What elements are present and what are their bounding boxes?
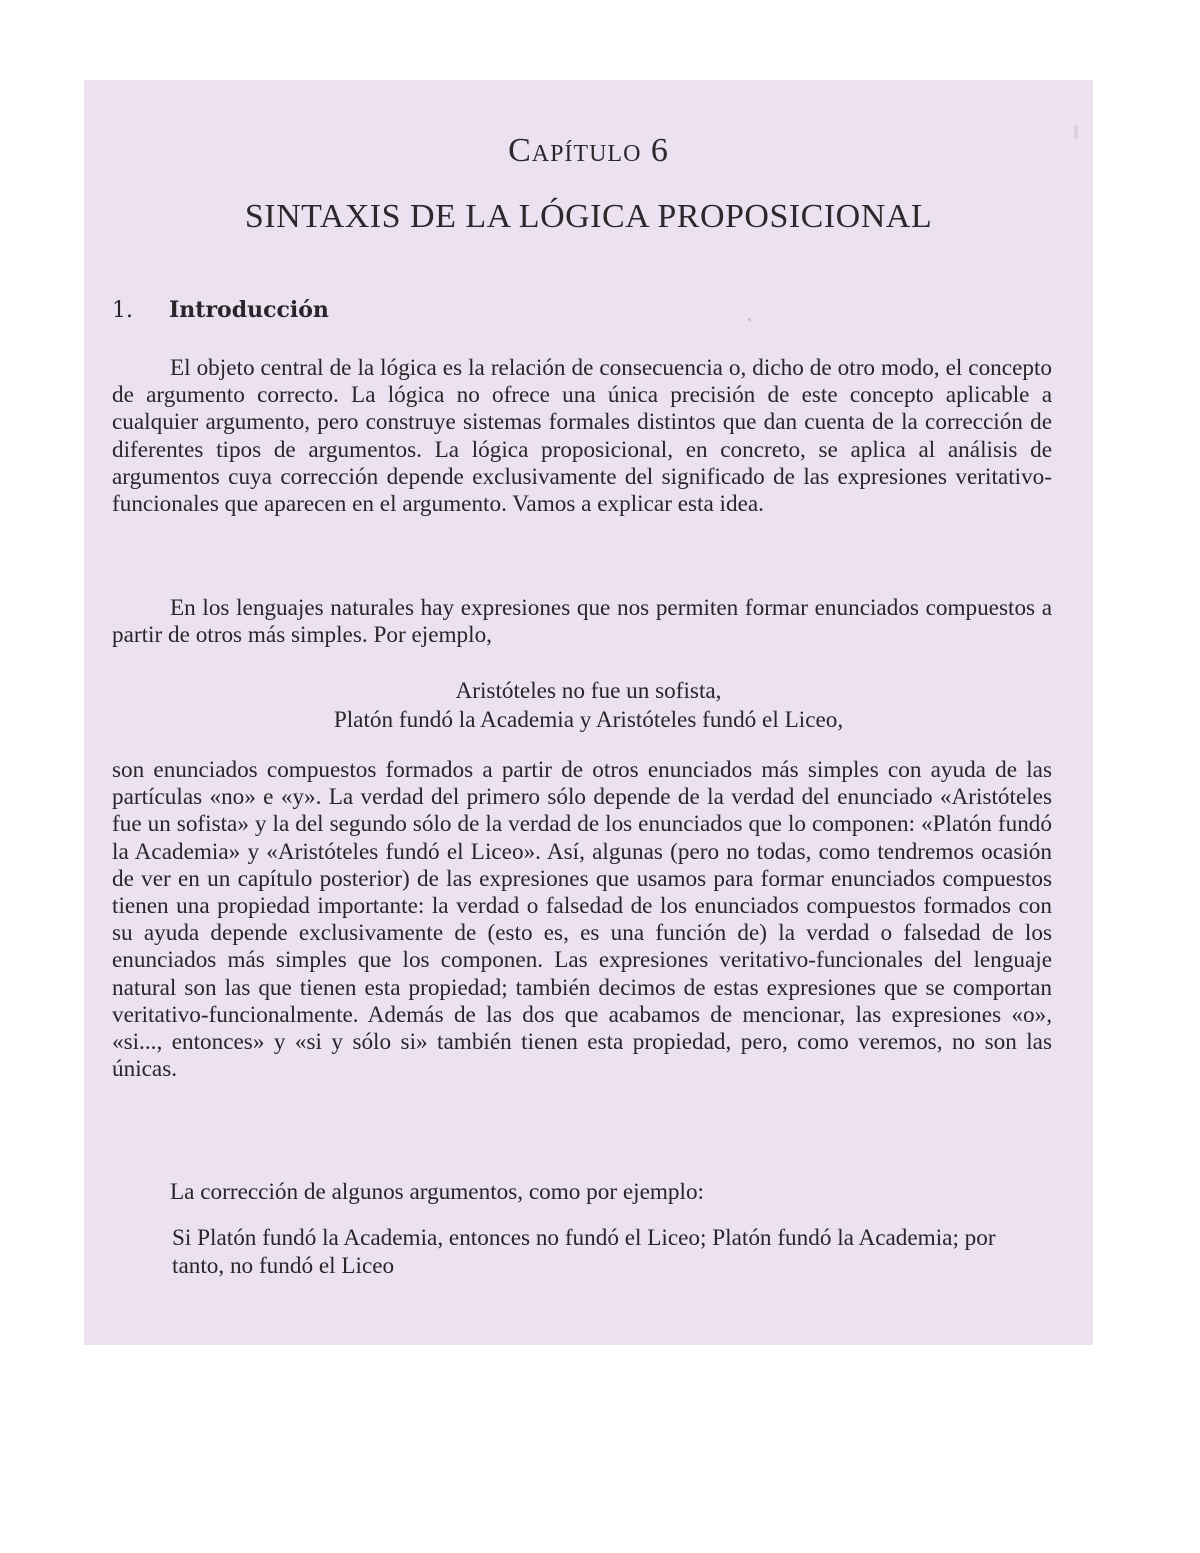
chapter-title: SINTAXIS DE LA LÓGICA PROPOSICIONAL — [244, 198, 933, 235]
paragraph-1-text: El objeto central de la lógica es la relación de consecuencia o, dicho de otro modo, el concepto de argumento correcto. La lógica no ofrece una única precisión de este concepto aplicable a cualquier argumento, pero construye sistemas formales distintos que dan cuenta de la corrección de diferentes tipos de argumentos. La lógica proposicional, en concreto, se aplica al análisis de argumentos cuya corrección depende exclusivamente del significado de las expresiones veritativo-funcionales que aparecen en el argumento. Vamos a explicar esta idea. — [112, 355, 1052, 518]
paragraph-2-text: En los lenguajes naturales hay expresiones que nos permiten formar enunciados compuestos a partir de otros más simples. Por ejemplo, — [112, 595, 1052, 649]
paragraph-4-text: La corrección de algunos argumentos, como por ejemplo: — [170, 1179, 705, 1205]
paragraph-4 — [112, 1179, 1052, 1206]
section-heading — [112, 297, 329, 323]
chapter-label: Capítulo 6 — [508, 132, 669, 169]
section-number: 1. — [112, 298, 133, 323]
scanned-page — [84, 80, 1093, 1345]
example-line-2: Platón fundó la Academia y Aristóteles fundó el Liceo, — [333, 707, 844, 733]
argument-example: Si Platón fundó la Academia, entonces no fundó el Liceo; Platón fundó la Academia; por tanto, no fundó el Liceo — [172, 1225, 996, 1279]
paragraph-2 — [112, 595, 1052, 649]
example-line-1: Aristóteles no fue un sofista, — [455, 678, 722, 704]
paragraph-3 — [112, 757, 1052, 1083]
paragraph-3-text: son enunciados compuestos formados a partir de otros enunciados más simples con ayuda de las partículas «no» e «y». La verdad del primero sólo depende de la verdad del enunciado «Aristóteles fue un sofista» y la del segundo sólo de la verdad de los enunciados que lo componen: «Platón fundó la Academia» y «Aristóteles fundó el Liceo». Así, algunas (pero no todas, como tendremos ocasión de ver en un capítulo posterior) de las expresiones que usamos para formar enunciados compuestos tienen una propiedad importante: la verdad o falsedad de los enunciados compuestos formados con su ayuda depende exclusivamente de (esto es, es una función de) la verdad o falsedad de los enunciados más simples que los componen. Las expresiones veritativo-funcionales del lenguaje natural son las que tienen esta propiedad; también decimos de estas expresiones que se comportan veritativo-funcionalmente. Además de las dos que acabamos de mencionar, las expresiones «o», «si..., entonces» y «si y sólo si» también tienen esta propiedad, pero, como veremos, no son las únicas. — [112, 757, 1052, 1083]
scan-speck — [748, 318, 751, 321]
example-sentences — [84, 677, 1093, 735]
section-title: Introducción — [169, 297, 329, 323]
paragraph-1 — [112, 355, 1052, 518]
